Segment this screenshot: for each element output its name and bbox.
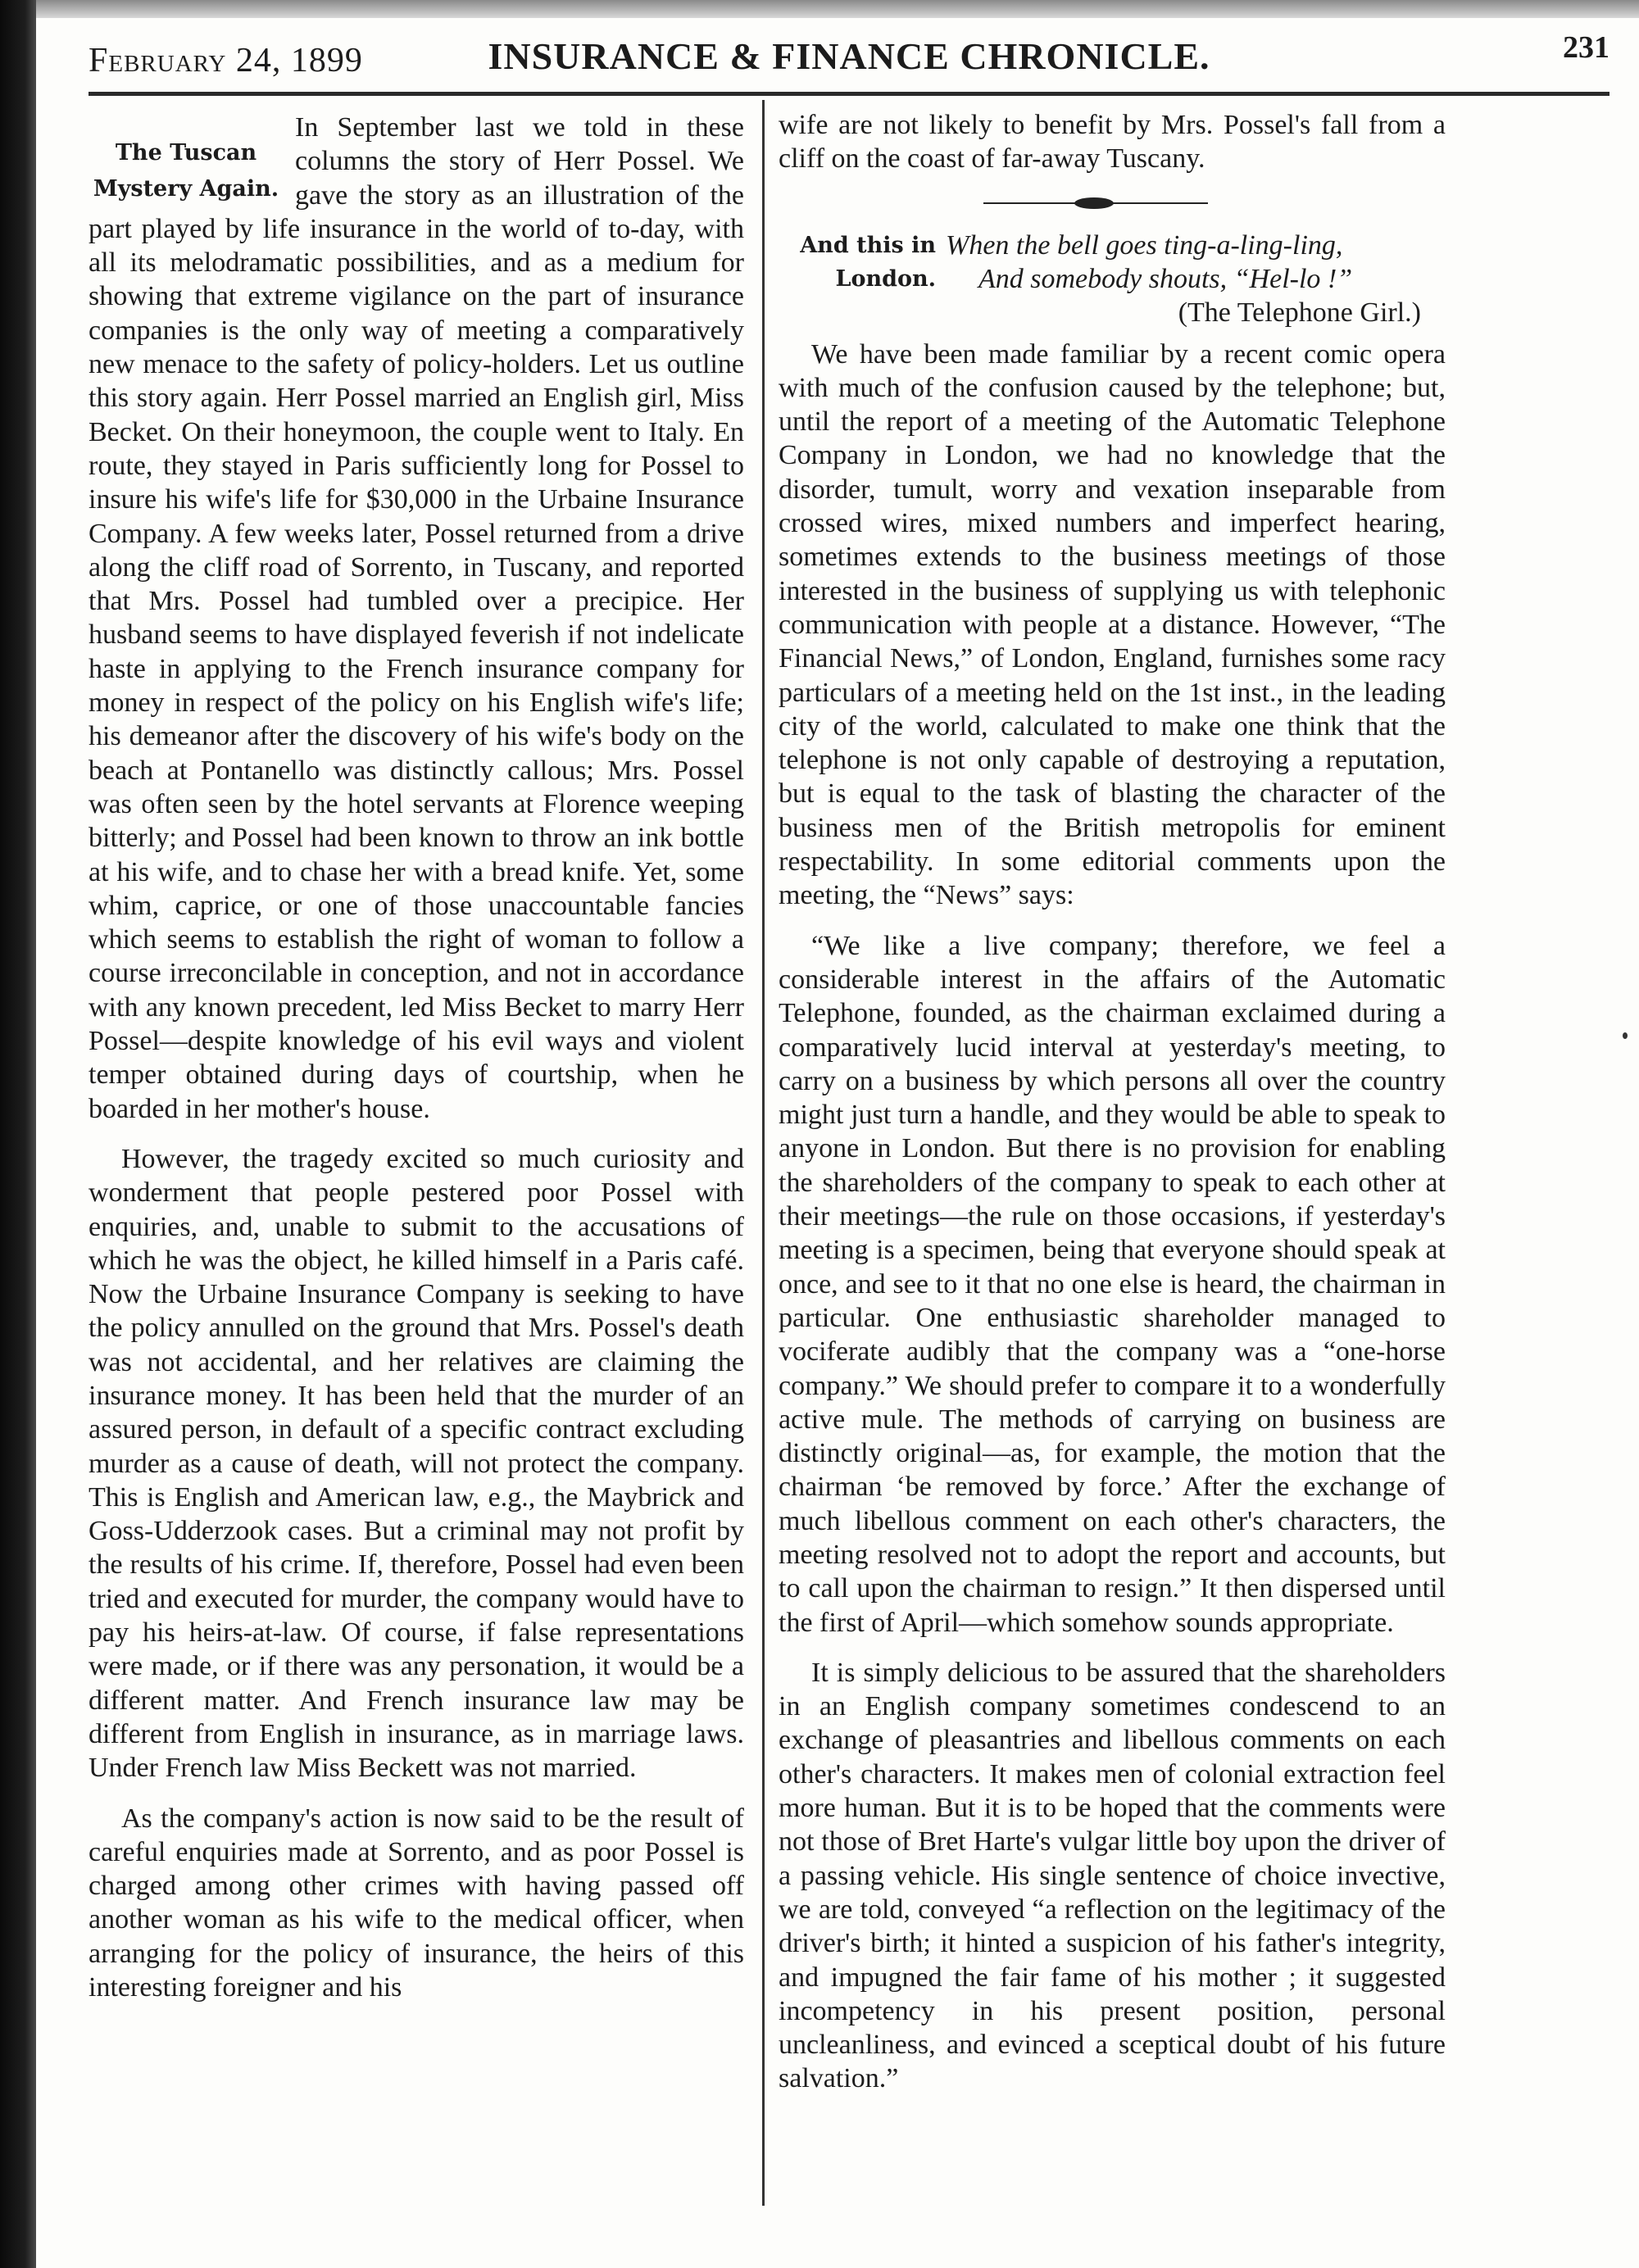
scan-speck — [1623, 1032, 1628, 1039]
verse-block — [779, 229, 1446, 338]
article-paragraph: We have been made familiar by a recent comic opera with much of the confusion caused by the telephone; but, until the report of a meeting of the Automatic Telephone Company in London, we had no knowledge that the disorder, tumult, worry and vexation inseparable from crossed wires, mixed numbers and imperfect hearing, sometimes extends to the business meetings of those interested in the business of supplying us with telephonic communication with people at a distance. However, “The Financial News,” of London, England, furnishes some racy particulars of a meeting held on the 1st inst., in the leading city of the world, calculated to make one think that the telephone is not only capable of destroying a reputation, but is equal to the task of blasting the character of the business men of the British metropolis for eminent respectability. In some editorial comments upon the meeting, the “News” says: — [779, 338, 1446, 911]
article-paragraph: It is simply delicious to be assured that the shareholders in an English company sometimes condescend to an exchange of pleasantries and libellous comments on each other's characters. It makes men of colonial extraction feel more human. But it is to be hoped that the comments were not those of Bret Harte's vulgar little boy upon the driver of a passing vehicle. His single sentence of choice invective, we are told, conveyed “a reflection on the legitimacy of the driver's birth; it hinted a suspicion of his father's integrity, and impugned the fair fame of his mother ; it suggested incompetency in his present position, personal uncleanliness, and evinced a sceptical doubt of his future salvation.” — [779, 1657, 1446, 2094]
section-ornament — [779, 197, 1446, 209]
side-heading-london — [779, 229, 946, 296]
left-column — [89, 111, 744, 2004]
article-paragraph: As the company's action is now said to be the result of careful enquiries made at Sorrento, and as poor Possel is charged among other crimes with having passed off another woman as his wife to the medical officer, when arranging for the policy of insurance, the heirs of this interesting foreigner and his — [89, 1803, 744, 2003]
side-heading-line: And this in — [800, 232, 936, 258]
page-header — [89, 26, 1609, 84]
column-divider — [762, 100, 765, 2206]
article-paragraph: In September last we told in these columns the story of Herr Possel. We gave the story as an illustration of the part played by life insurance in the world of to-day, with all its melodramatic possibilities, and as a medium for showing that extreme vigilance on the part of insurance companies is the only way of meeting a comparatively new menace to the safety of policy-holders. Let us outline this story again. Herr Possel married an English girl, Miss Becket. On their honeymoon, the couple went to Italy. En route, they stayed in Paris sufficiently long for Possel to insure his wife's life for $30,000 in the Urbaine Insurance Company. A few weeks later, Possel returned from a drive along the cliff road of Sorrento, in Tuscany, and reported that Mrs. Possel had tumbled over a precipice. Her husband seems to have displayed feverish if not indelicate haste in applying to the French insurance company for money in respect of the policy on his English wife's life; his demeanor after the discovery of his wife's body on the beach at Pontanello was distinctly callous; Mrs. Possel was often seen by the hotel servants at Florence weeping bitterly; and Possel had been known to throw an ink bottle at his wife, and to chase her with a bread knife. Yet, some whim, caprice, or one of those unaccountable fancies which seems to establish the right of woman to follow a course irreconcilable in conception, and not in accordance with any known precedent, led Miss Becket to marry Herr Possel—despite knowledge of his evil ways and violent temper obtained during days of courtship, when he boarded in her mother's house. — [89, 112, 744, 1124]
publication-title: INSURANCE & FINANCE CHRONICLE. — [488, 35, 1210, 77]
side-heading-line: London. — [835, 265, 936, 292]
ornament-diamond — [1074, 197, 1114, 209]
issue-date: February 24, 1899 — [89, 42, 363, 79]
verse-line: When the bell goes ting-a-ling-ling, — [946, 229, 1343, 261]
page-binding-edge — [0, 0, 36, 2268]
side-heading-line: The Tuscan — [115, 140, 257, 166]
page-number: 231 — [1563, 30, 1609, 65]
verse-quote — [946, 229, 1437, 296]
scan-top-edge — [0, 0, 1639, 18]
article-paragraph: “We like a live company; therefore, we feel a considerable interest in the affairs of the Automatic Telephone, founded, as the chairman exclaimed during a comparatively lucid interval at yesterday's meeting, to carry on a business by which persons all over the country might just turn a handle, and they would be able to speak to anyone in London. But there is no provision for enabling the shareholders of the company to speak to each other at their meetings—the rule on those occasions, if yesterday's meeting is a specimen, being that everyone should speak at once, and see to it that no one else is heard, the chairman in particular. One enthusiastic shareholder managed to vociferate audibly that the company was a “one-horse company.” We should prefer to compare it to a wonderfully active mule. The methods of carrying on business are distinctly original—as, for example, the motion that the chairman ‘be removed by force.’ After the exchange of much libellous comment on each other's characters, the meeting resolved not to adopt the report and accounts, but to call upon the chairman to resign.” It then dispersed until the first of April—which somehow sounds appropriate. — [779, 930, 1446, 1638]
header-rule — [89, 92, 1609, 96]
right-column — [779, 108, 1446, 2096]
article-continuation: wife are not likely to benefit by Mrs. Possel's fall from a cliff on the coast of far-away Tuscany. — [779, 110, 1446, 175]
verse-line: And somebody shouts, “Hel-lo !” — [978, 263, 1353, 294]
article-paragraph: However, the tragedy excited so much curiosity and wonderment that people pestered poor Possel with enquiries, and, unable to submit to the accusations of which he was the object, he killed himself in a Paris café. Now the Urbaine Insurance Company is seeking to have the policy annulled on the ground that Mrs. Possel's death was not accidental, and her relatives are claiming the insurance money. It has been held that the murder of an assured person, in default of a specific contract excluding murder as a cause of death, will not protect the company. This is English and American law, e.g., the Maybrick and Goss-Udderzook cases. But a criminal may not profit by the results of his crime. If, therefore, Possel had even been tried and executed for murder, the company would have to pay his heirs-at-law. Of course, if false representations were made, or if there was any personation, it would be a different matter. And French insurance law may be different from English in insurance, as in marriage laws. Under French law Miss Beckett was not married. — [89, 1143, 744, 1784]
side-heading-line: Mystery Again. — [93, 176, 279, 202]
side-heading-tuscan-mystery — [89, 135, 284, 207]
verse-attribution: (The Telephone Girl.) — [1178, 297, 1421, 328]
